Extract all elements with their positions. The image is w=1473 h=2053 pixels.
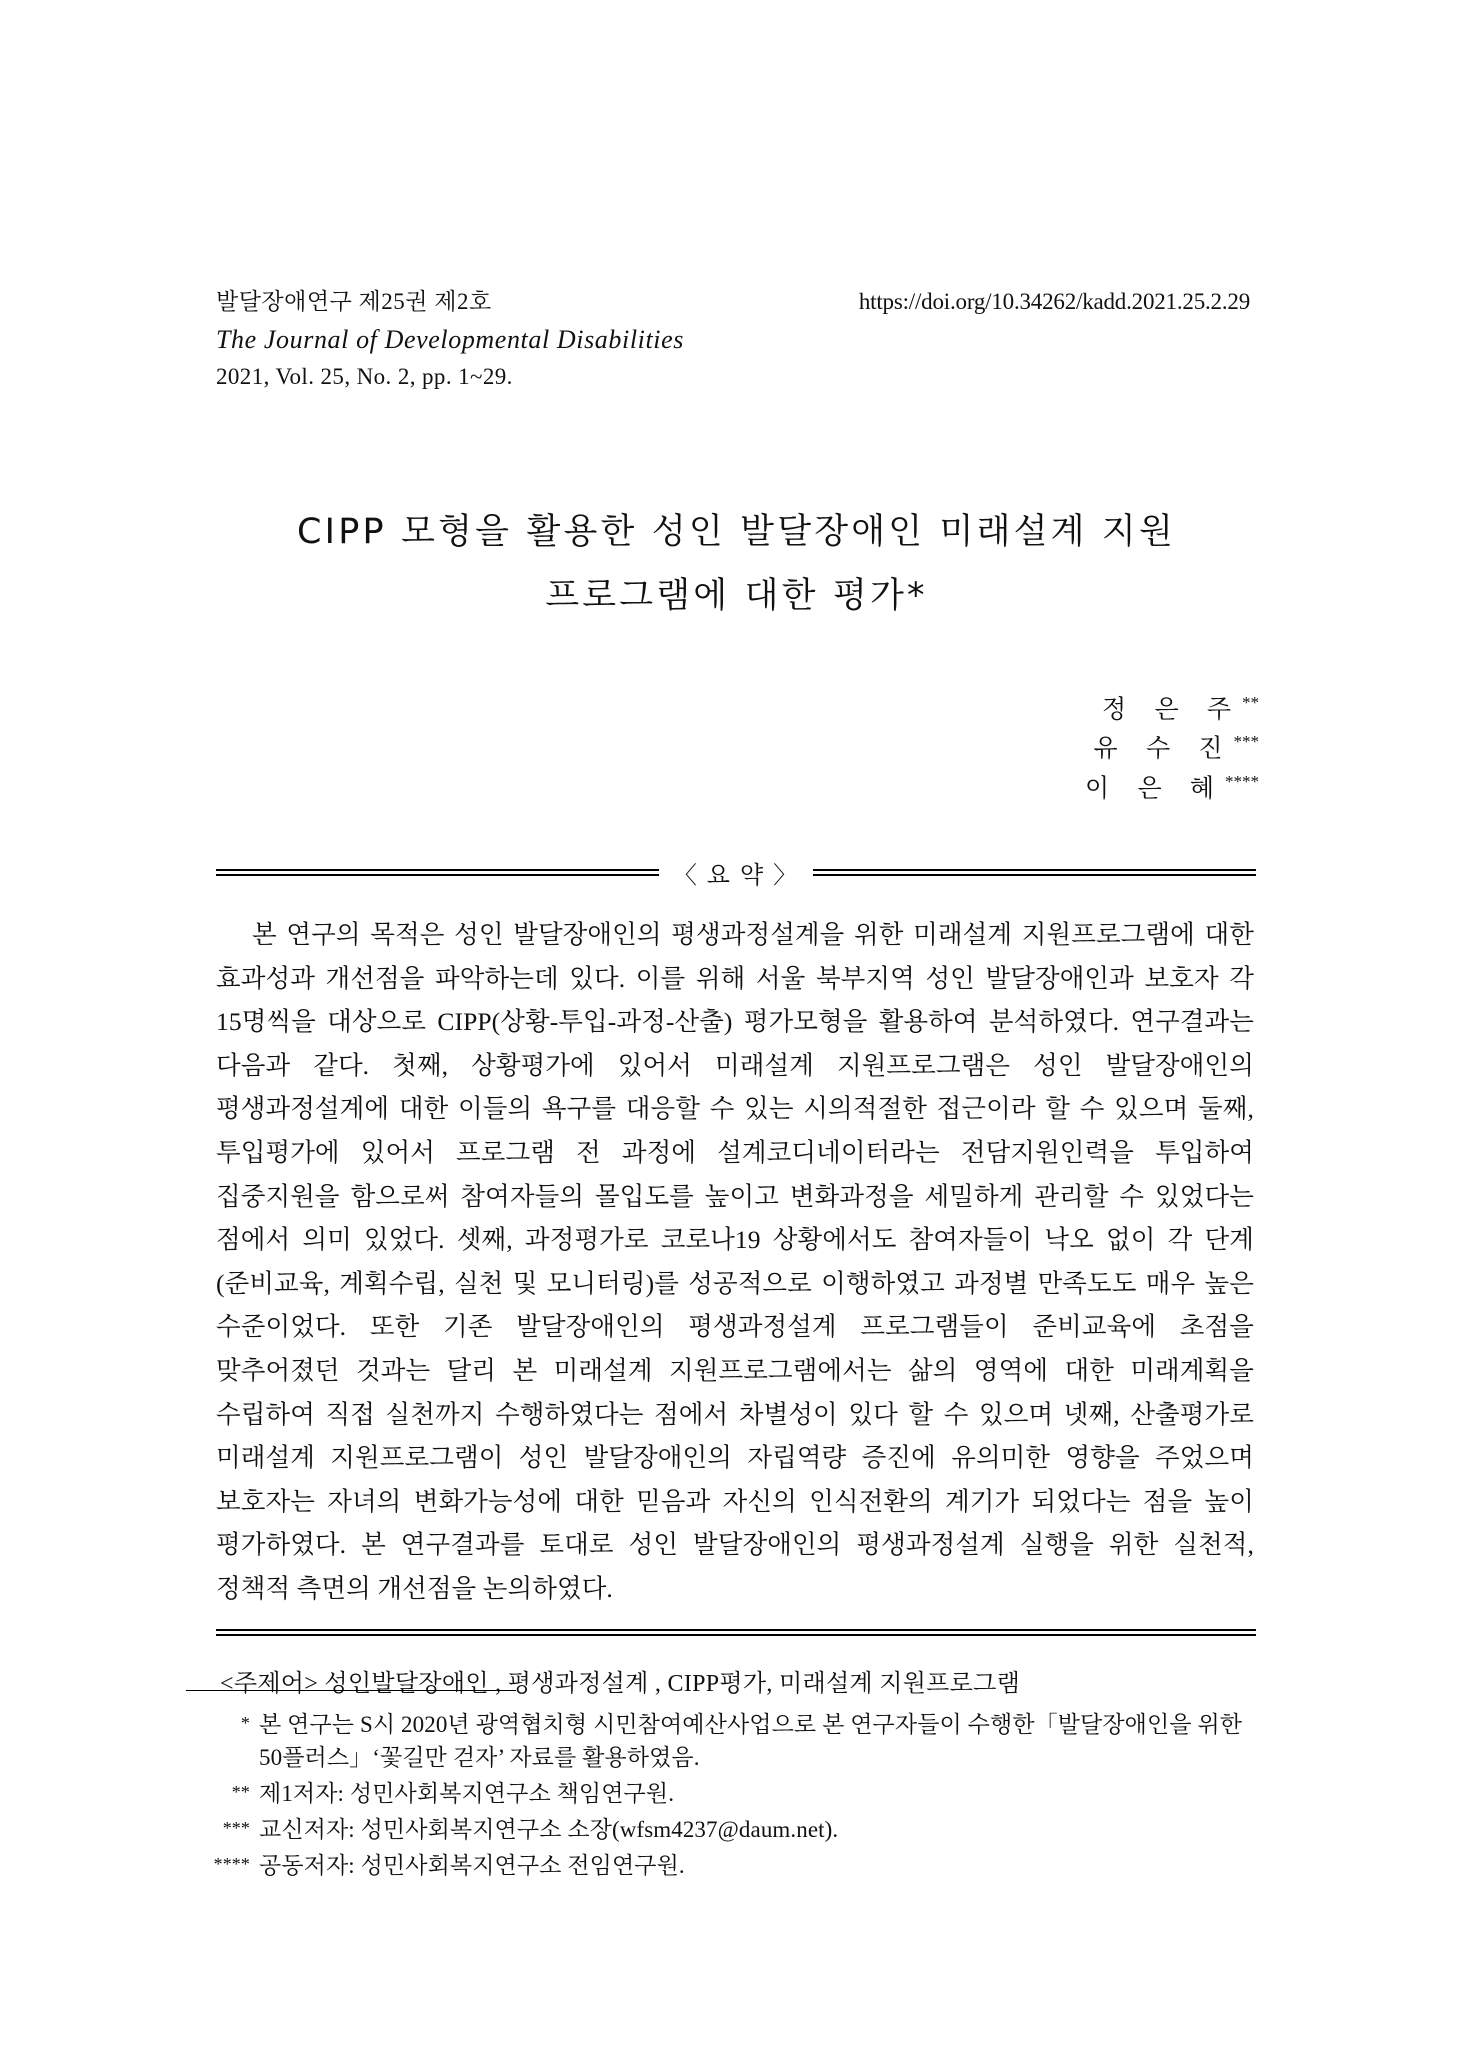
masthead-top-row (216, 283, 1266, 316)
abstract-rule-bottom (216, 1629, 1256, 1636)
footnote-mark: *** (222, 1818, 250, 1838)
masthead (216, 283, 1266, 390)
author-name: 정 은 주 (1102, 696, 1242, 724)
footnote-item (186, 1813, 1276, 1846)
footnote-item (186, 1777, 1276, 1810)
footnote-text: 교신저자: 성민사회복지연구소 소장(wfsm4237@daum.net). (259, 1817, 839, 1842)
footnote-text: 공동저자: 성민사회복지연구소 전임연구원. (259, 1853, 685, 1878)
author-name: 이 은 혜 (1085, 774, 1225, 802)
footnote-text: 제1저자: 성민사회복지연구소 책임연구원. (259, 1781, 675, 1806)
abstract-section (216, 855, 1256, 1698)
title-line-1: CIPP 모형을 활용한 성인 발달장애인 미래설계 지원 (297, 512, 1176, 552)
footnote-item (186, 1708, 1276, 1774)
page-title (0, 512, 1473, 616)
journal-title-english: The Journal of Developmental Disabilities (216, 325, 684, 354)
footnote-mark: * (240, 1713, 250, 1733)
issue-volume-pages: 2021, Vol. 25, No. 2, pp. 1~29. (216, 364, 513, 389)
author-entry (1085, 729, 1259, 768)
author-name: 유 수 진 (1093, 735, 1234, 763)
abstract-heading-row (216, 855, 1256, 890)
footnote-separator-rule (186, 1690, 516, 1691)
author-footnote-mark: **** (1225, 771, 1259, 791)
title-line-2: 프로그램에 대한 평가* (545, 576, 928, 616)
doi-link[interactable]: https://doi.org/10.34262/kadd.2021.25.2.29 (858, 289, 1250, 314)
footnote-section (186, 1690, 1276, 1885)
abstract-body-text: 본 연구의 목적은 성인 발달장애인의 평생과정설계을 위한 미래설계 지원프로그램에 대한 효과성과 개선점을 파악하는데 있다. 이를 위해 서울 북부지역 성인 발달장애인과 보호자 각 15명씩을 대상으로 CIPP(상황-투입-과정-산출) 평가모형을 활용하여 분석하였다. 연구결과는 다음과 같다. 첫째, 상황평가에 있어서 미래설계 지원프로그램은 성인 발달장애인의 평생과정설계에 대한 이들의 욕구를 대응할 수 있는 시의적절한 접근이라 할 수 있으며 둘째, 투입평가에 있어서 프로그램 전 과정에 설계코디네이터라는 전담지원인력을 투입하여 집중지원을 함으로써 참여자들의 몰입도를 높이고 변화과정을 세밀하게 관리할 수 있었다는 점에서 의미 있었다. 셋째, 과정평가로 코로나19 상황에서도 참여자들이 낙오 없이 각 단계(준비교육, 계획수립, 실천 및 모니터링)를 성공적으로 이행하였고 과정별 만족도도 매우 높은 수준이었다. 또한 기존 발달장애인의 평생과정설계 프로그램들이 준비교육에 초점을 맞추어졌던 것과는 달리 본 미래설계 지원프로그램에서는 삶의 영역에 대한 미래계획을 수립하여 직접 실천까지 수행하였다는 점에서 차별성이 있다 할 수 있으며 넷째, 산출평가로 미래설계 지원프로그램이 성인 발달장애인의 자립역량 증진에 유의미한 영향을 주었으며 보호자는 자녀의 변화가능성에 대한 믿음과 자신의 인식전환의 계기가 되었다는 점을 높이 평가하였다. 본 연구결과를 토대로 성인 발달장애인의 평생과정설계 실행을 위한 실천적, 정책적 측면의 개선점을 논의하였다. (216, 920, 1254, 1603)
footnote-text: 본 연구는 S시 2020년 광역협치형 시민참여예산사업으로 본 연구자들이 수행한「발달장애인을 위한 50플러스」‘꽃길만 걷자’ 자료를 활용하였음. (259, 1712, 1243, 1770)
author-footnote-mark: *** (1233, 732, 1259, 752)
author-entry (1085, 690, 1259, 729)
footnote-mark: **** (213, 1854, 250, 1874)
author-entry (1085, 769, 1259, 808)
footnote-item (186, 1849, 1276, 1882)
abstract-rule-right (813, 869, 1256, 876)
keywords-line: <주제어> 성인발달장애인 , 평생과정설계 , CIPP평가, 미래설계 지원프로그램 (220, 1670, 1021, 1697)
journal-title-korean: 발달장애연구 제25권 제2호 (216, 289, 492, 314)
footnote-mark: ** (231, 1782, 250, 1802)
abstract-rule-left (216, 869, 659, 876)
abstract-heading-label: 〈 요 약 〉 (672, 863, 800, 889)
author-footnote-mark: ** (1242, 693, 1259, 712)
author-list (1085, 690, 1259, 808)
